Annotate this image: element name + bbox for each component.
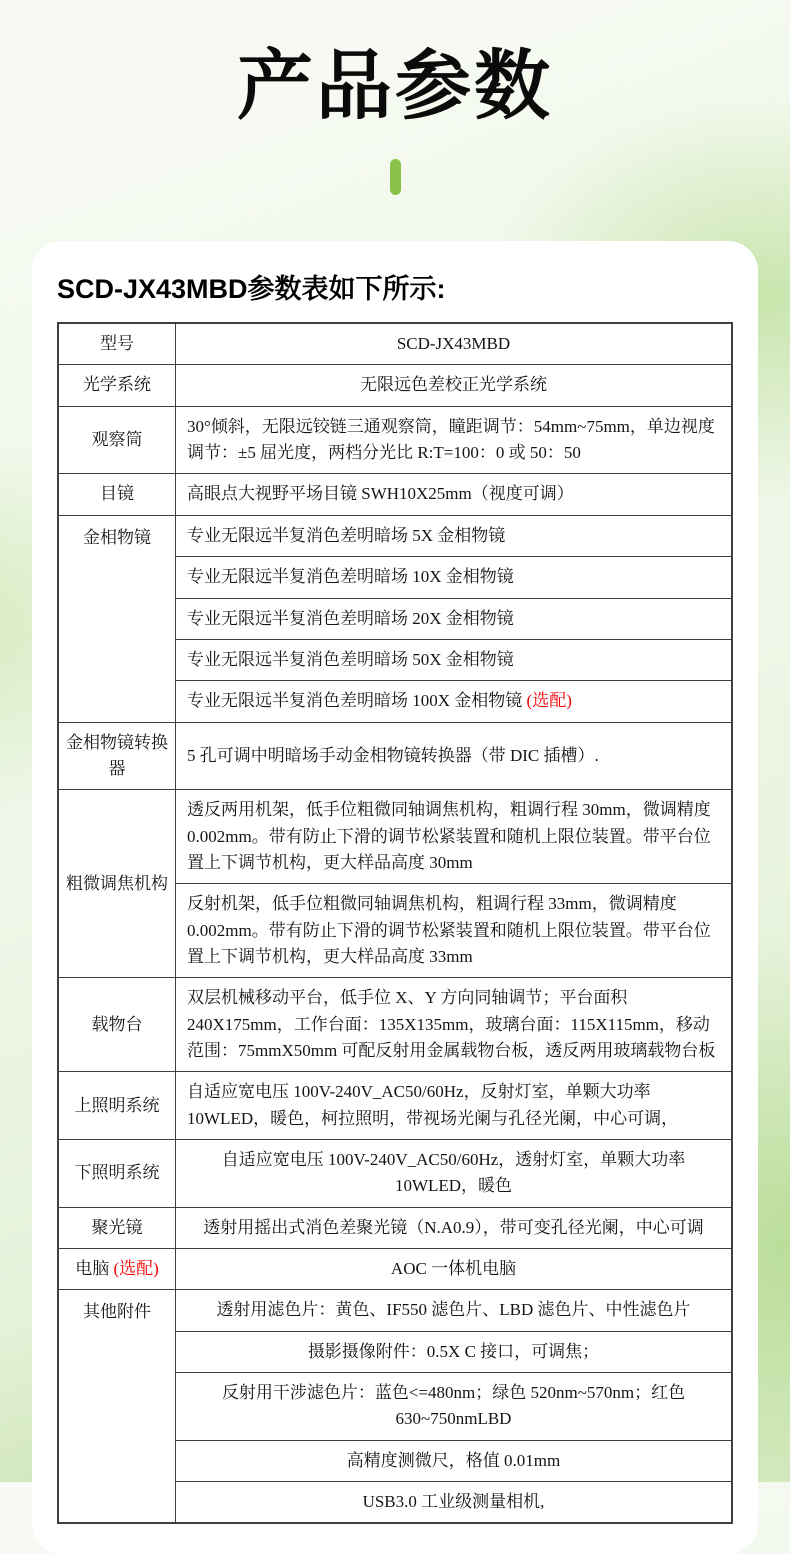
spec-card [32, 241, 758, 1554]
param-value: 无限远色差校正光学系统 [176, 365, 733, 406]
param-label: 聚光镜 [58, 1207, 176, 1248]
param-value: 专业无限远半复消色差明暗场 50X 金相物镜 [176, 639, 733, 680]
param-value: 高精度测微尺，格值 0.01mm [176, 1440, 733, 1481]
param-value: 5 孔可调中明暗场手动金相物镜转换器（带 DIC 插槽）. [176, 722, 733, 790]
table-row [58, 365, 732, 406]
param-value: 反射机架，低手位粗微同轴调焦机构，粗调行程 33mm，微调精度 0.002mm。带有防止下滑的调节松紧装置和随机上限位装置。带平台位置上下调节机构，更大样品高度 33mm [176, 884, 733, 978]
table-row [58, 515, 732, 556]
param-value: 摄影摄像附件：0.5X C 接口，可调焦； [176, 1331, 733, 1372]
param-label: 目镜 [58, 474, 176, 515]
table-row [58, 323, 732, 365]
accent-divider [390, 159, 401, 195]
spec-card-heading: SCD-JX43MBD参数表如下所示: [57, 274, 446, 305]
param-value: 自适应宽电压 100V-240V_AC50/60Hz，反射灯室，单颗大功率 10WLED，暖色，柯拉照明，带视场光阑与孔径光阑，中心可调， [176, 1072, 733, 1140]
param-label: 下照明系统 [58, 1140, 176, 1208]
param-label: 光学系统 [58, 365, 176, 406]
table-row [58, 1140, 732, 1208]
param-value: 高眼点大视野平场目镜 SWH10X25mm（视度可调） [176, 474, 733, 515]
page-title: 产品参数 [237, 44, 553, 129]
param-value: 专业无限远半复消色差明暗场 10X 金相物镜 [176, 557, 733, 598]
table-row [58, 1207, 732, 1248]
param-value: 自适应宽电压 100V-240V_AC50/60Hz，透射灯室，单颗大功率 10WLED，暖色 [176, 1140, 733, 1208]
param-label: 金相物镜转换器 [58, 722, 176, 790]
optional-badge: (选配) [113, 1259, 159, 1279]
table-row [58, 722, 732, 790]
param-value: 反射用干涉滤色片：蓝色<=480nm；绿色 520nm~570nm；红色 630~750nmLBD [176, 1373, 733, 1441]
param-value: 专业无限远半复消色差明暗场 20X 金相物镜 [176, 598, 733, 639]
table-row [58, 790, 732, 884]
optional-badge: (选配) [526, 691, 572, 711]
param-label: 观察筒 [58, 406, 176, 474]
param-label: 上照明系统 [58, 1072, 176, 1140]
param-label: 金相物镜 [58, 515, 176, 722]
param-value: 专业无限远半复消色差明暗场 100X 金相物镜 (选配) [176, 681, 733, 722]
param-label: 粗微调焦机构 [58, 790, 176, 978]
param-value: 30°倾斜，无限远铰链三通观察筒，瞳距调节：54mm~75mm，单边视度调节：±5 屈光度，两档分光比 R:T=100：0 或 50：50 [176, 406, 733, 474]
spec-table-body [58, 323, 732, 1523]
table-row [58, 474, 732, 515]
param-value: 透射用滤色片：黄色、IF550 滤色片、LBD 滤色片、中性滤色片 [176, 1290, 733, 1331]
param-value: AOC 一体机电脑 [176, 1249, 733, 1290]
param-value: SCD-JX43MBD [176, 323, 733, 365]
param-value: 透反两用机架，低手位粗微同轴调焦机构，粗调行程 30mm，微调精度 0.002mm。带有防止下滑的调节松紧装置和随机上限位装置。带平台位置上下调节机构，更大样品高度 30mm [176, 790, 733, 884]
table-row [58, 406, 732, 474]
table-row [58, 1072, 732, 1140]
param-label: 型号 [58, 323, 176, 365]
table-row [58, 1249, 732, 1290]
param-value: 双层机械移动平台，低手位 X、Y 方向同轴调节；平台面积 240X175mm，工作台面：135X135mm，玻璃台面：115X115mm，移动范围：75mmX50mm 可配反射用金属载物台板，透反两用玻璃载物台板 [176, 978, 733, 1072]
param-value: USB3.0 工业级测量相机, [176, 1482, 733, 1524]
table-row [58, 978, 732, 1072]
param-label: 载物台 [58, 978, 176, 1072]
param-label: 电脑 (选配) [58, 1249, 176, 1290]
param-value: 透射用摇出式消色差聚光镜（N.A0.9），带可变孔径光阑，中心可调 [176, 1207, 733, 1248]
table-row [58, 1290, 732, 1331]
param-label: 其他附件 [58, 1290, 176, 1524]
spec-table [57, 322, 733, 1524]
param-value: 专业无限远半复消色差明暗场 5X 金相物镜 [176, 515, 733, 556]
